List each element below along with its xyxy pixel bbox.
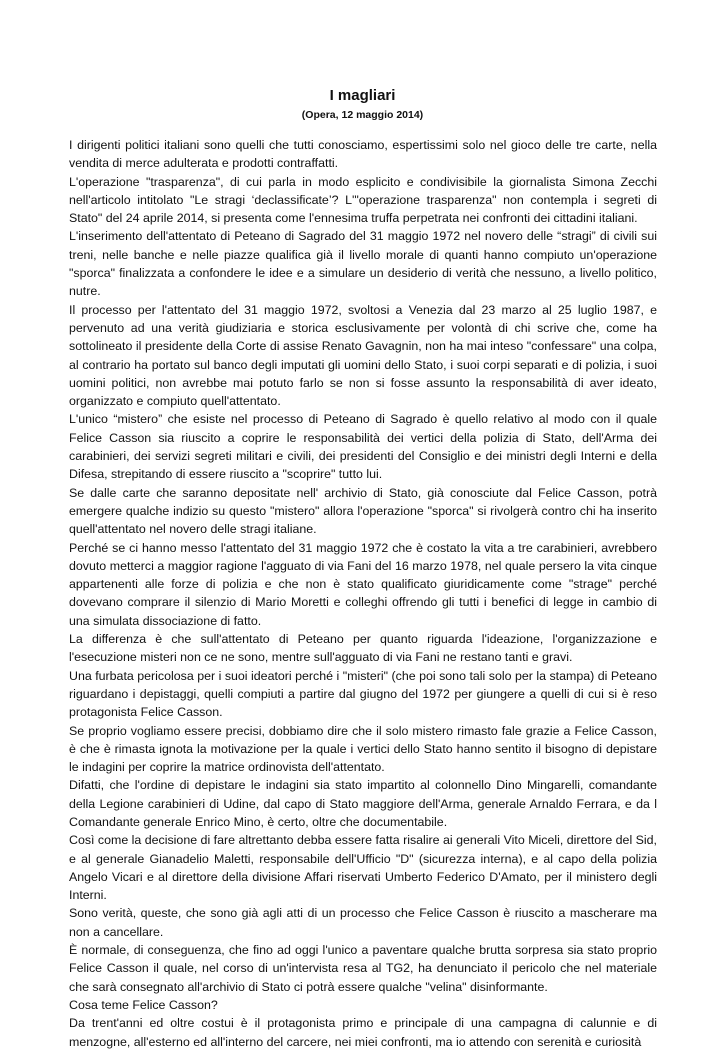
paragraph: Da trent'anni ed oltre costui è il protagonista primo e principale di una campagna di calunnie e di menzogne, all'esterno ed all'interno del carcere, nei miei confronti, ma io attendo con serenità e curiosità — [69, 1016, 657, 1049]
paragraph: Una furbata pericolosa per i suoi ideatori perché i "misteri" (che poi sono tali solo per la stampa) di Peteano riguardano i depistaggi, quelli compiuti a partire dal giugno del 1972 per giungere a quelli di cui si è reso protagonista Felice Casson. — [69, 668, 657, 720]
document-body — [69, 136, 657, 1051]
paragraph: Sono verità, queste, che sono già agli atti di un processo che Felice Casson è riuscito a mascherare ma non a cancellare. — [69, 906, 657, 939]
paragraph: L'operazione "trasparenza", di cui parla in modo esplicito e condivisibile la giornalista Simona Zecchi nell'articolo intitolato "Le stragi ‘declassificate’? L'"operazione trasparenza" non contempla i segreti di Stato" del 24 aprile 2014, si presenta come l'ennesima truffa perpetrata nei confronti dei cittadini italiani. — [69, 174, 657, 226]
paragraph: L'unico “mistero” che esiste nel processo di Peteano di Sagrado è quello relativo al modo con il quale Felice Casson sia riuscito a coprire le responsabilità dei vertici della polizia di Stato, dell'Arma dei carabinieri, dei servizi segreti militari e civili, dei presidenti del Consiglio e dei ministri degli Interni e della Difesa, strepitando di essere riuscito a "scoprire" tutto lui. — [69, 412, 657, 482]
paragraph: È normale, di conseguenza, che fino ad oggi l'unico a paventare qualche brutta sorpresa sia stato proprio Felice Casson il quale, nel corso di un'intervista resa al TG2, ha denunciato il pericolo che nel materiale che sarà consegnato all'archivio di Stato ci potrà essere qualche "velina" disinformante. — [69, 943, 657, 994]
paragraph: Perché se ci hanno messo l'attentato del 31 maggio 1972 che è costato la vita a tre carabinieri, avrebbero dovuto metterci a maggior ragione l'agguato di via Fani del 16 marzo 1978, nel quale persero la vita cinque appartenenti alle forze di polizia e che non è stato qualificato giuridicamente come "strage" perché dovevano comprare il silenzio di Mario Moretti e colleghi offrendo gli tutti i benefici di legge in cambio di una simulata dissociazione di fatto. — [69, 540, 657, 628]
paragraph: Cosa teme Felice Casson? — [69, 997, 218, 1012]
document-title: I magliari — [329, 87, 396, 104]
paragraph: L'inserimento dell'attentato di Peteano di Sagrado del 31 maggio 1972 nel novero delle “stragi” di civili sui treni, nelle banche e nelle piazze qualifica già il livello morale di quanti hanno compiuto un'operazione "sporca" finalizzata a confondere le idee e a simulare un desiderio di verità che nessuno, a livello politico, nutre. — [69, 229, 657, 299]
paragraph: Se proprio vogliamo essere precisi, dobbiamo dire che il solo mistero rimasto fale grazie a Felice Casson, è che è rimasta ignota la motivazione per la quale i vertici dello Stato hanno sentito il bisogno di depistare le indagini per coprire la matrice ordinovista dell'attentato. — [69, 723, 657, 775]
paragraph: Il processo per l'attentato del 31 maggio 1972, svoltosi a Venezia dal 23 marzo al 25 luglio 1987, e pervenuto ad una verità giudiziaria e storica esclusivamente per volontà di chi scrive che, come ha sottolineato il presidente della Corte di assise Renato Gavagnin, non ha mai inteso "confessare" una colpa, al contrario ha portato sul banco degli imputati gli uomini dello Stato, i suoi corpi separati e di polizia, i suoi uomini politici, non avrebbe mai potuto farlo se non si fosse assunto la responsabilità di aver ideato, organizzato e compiuto quell'attentato. — [69, 302, 657, 409]
paragraph: Se dalle carte che saranno depositate nell' archivio di Stato, già conosciute dal Felice Casson, potrà emergere qualche indizio su questo "mistero" allora l'operazione "sporca" si rivolgerà contro chi ha inserito quell'attentato nel novero delle stragi italiane. — [69, 485, 657, 537]
paragraph: I dirigenti politici italiani sono quelli che tutti conosciamo, espertissimi solo nel gioco delle tre carte, nella vendita di merce adulterata e prodotti contraffatti. — [69, 138, 657, 171]
paragraph: Difatti, che l'ordine di depistare le indagini sia stato impartito al colonnello Dino Mingarelli, comandante della Legione carabinieri di Udine, dal capo di Stato maggiore dell'Arma, generale Arnaldo Ferrara, e da l Comandante generale Enrico Mino, è certo, oltre che documentabile. — [69, 778, 657, 829]
document-subtitle: (Opera, 12 maggio 2014) — [301, 109, 424, 121]
paragraph: Così come la decisione di fare altrettanto debba essere fatta risalire ai generali Vito Miceli, direttore del Sid, e al generale Gianadelio Maletti, responsabile dell'Ufficio "D" (sicurezza interna), e al capo della polizia Angelo Vicari e al direttore della divisione Affari riservati Umberto Federico D'Amato, per il ministero degli Interni. — [69, 833, 657, 903]
paragraph: La differenza è che sull'attentato di Peteano per quanto riguarda l'ideazione, l'organizzazione e l'esecuzione misteri non ce ne sono, mentre sull'agguato di via Fani ne restano tanti e gravi. — [69, 632, 657, 665]
